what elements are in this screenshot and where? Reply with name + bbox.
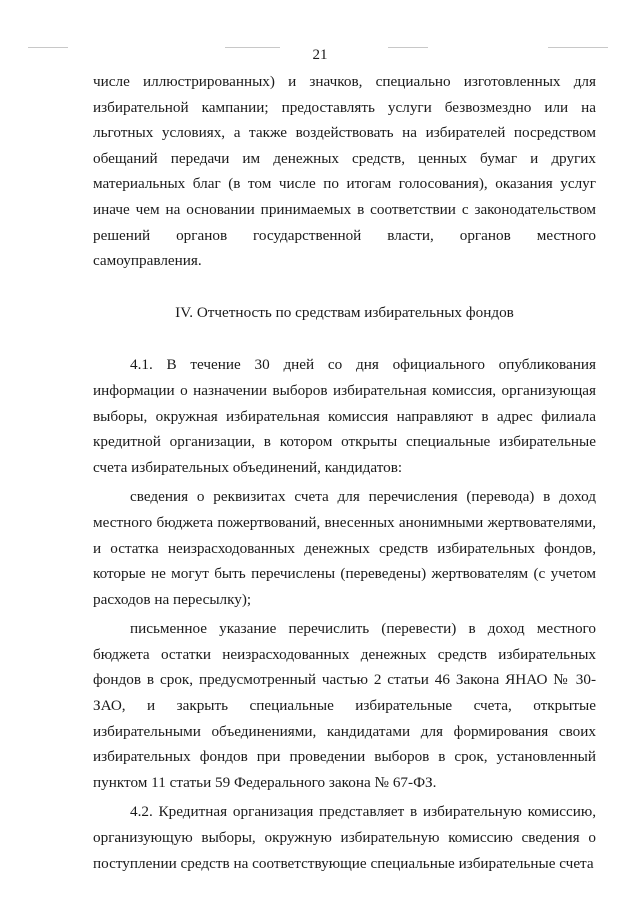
paragraph-4-1: 4.1. В течение 30 дней со дня официального опубликования информации о назначении выборов избирательная комиссия, организующая выборы, окружная избирательная комиссия направляют в адрес филиала кредитной организации, в котором открыты специальные избирательные счета избирательных объединений, кандидатов: (93, 356, 596, 476)
section-heading: IV. Отчетность по средствам избирательных фондов (175, 303, 514, 321)
paragraph-intro: числе иллюстрированных) и значков, специально изготовленных для избирательной кампании; предоставлять услуги безвозмездно или на льготных условиях, а также воздействовать на избирателей посредством обещаний передачи им денежных средств, ценных бумаг и других материальных благ (в том числе по итогам голосования), оказания услуг иначе чем на основании принимаемых в соответствии с законодательством решений органов государственной власти, органов местного самоуправления. (93, 73, 596, 270)
page-number: 21 (312, 47, 328, 63)
paragraph-item-1: сведения о реквизитах счета для перечисления (перевода) в доход местного бюджета пожертвований, внесенных анонимными жертвователями, и остатка неизрасходованных денежных средств избирательных фондов, которые не могут быть перечислены (переведены) жертвователям (с учетом расходов на пересылку); (93, 488, 596, 608)
paragraph-4-2: 4.2. Кредитная организация представляет в избирательную комиссию, организующую выборы, окружную избирательную комиссию сведения о поступлении средств на соответствующие специальные избирательные счета (93, 803, 596, 872)
paragraph-item-2: письменное указание перечислить (перевести) в доход местного бюджета остатки неизрасходованных денежных средств избирательных фондов в срок, предусмотренный частью 2 статьи 46 Закона ЯНАО № 30-ЗАО, и закрыть специальные избирательные счета, открытые избирательными объединениями, кандидатами для формирования своих избирательных фондов при проведении выборов в срок, установленный пунктом 11 статьи 59 Федерального закона № 67-ФЗ. (93, 620, 596, 791)
document-body (93, 69, 596, 876)
